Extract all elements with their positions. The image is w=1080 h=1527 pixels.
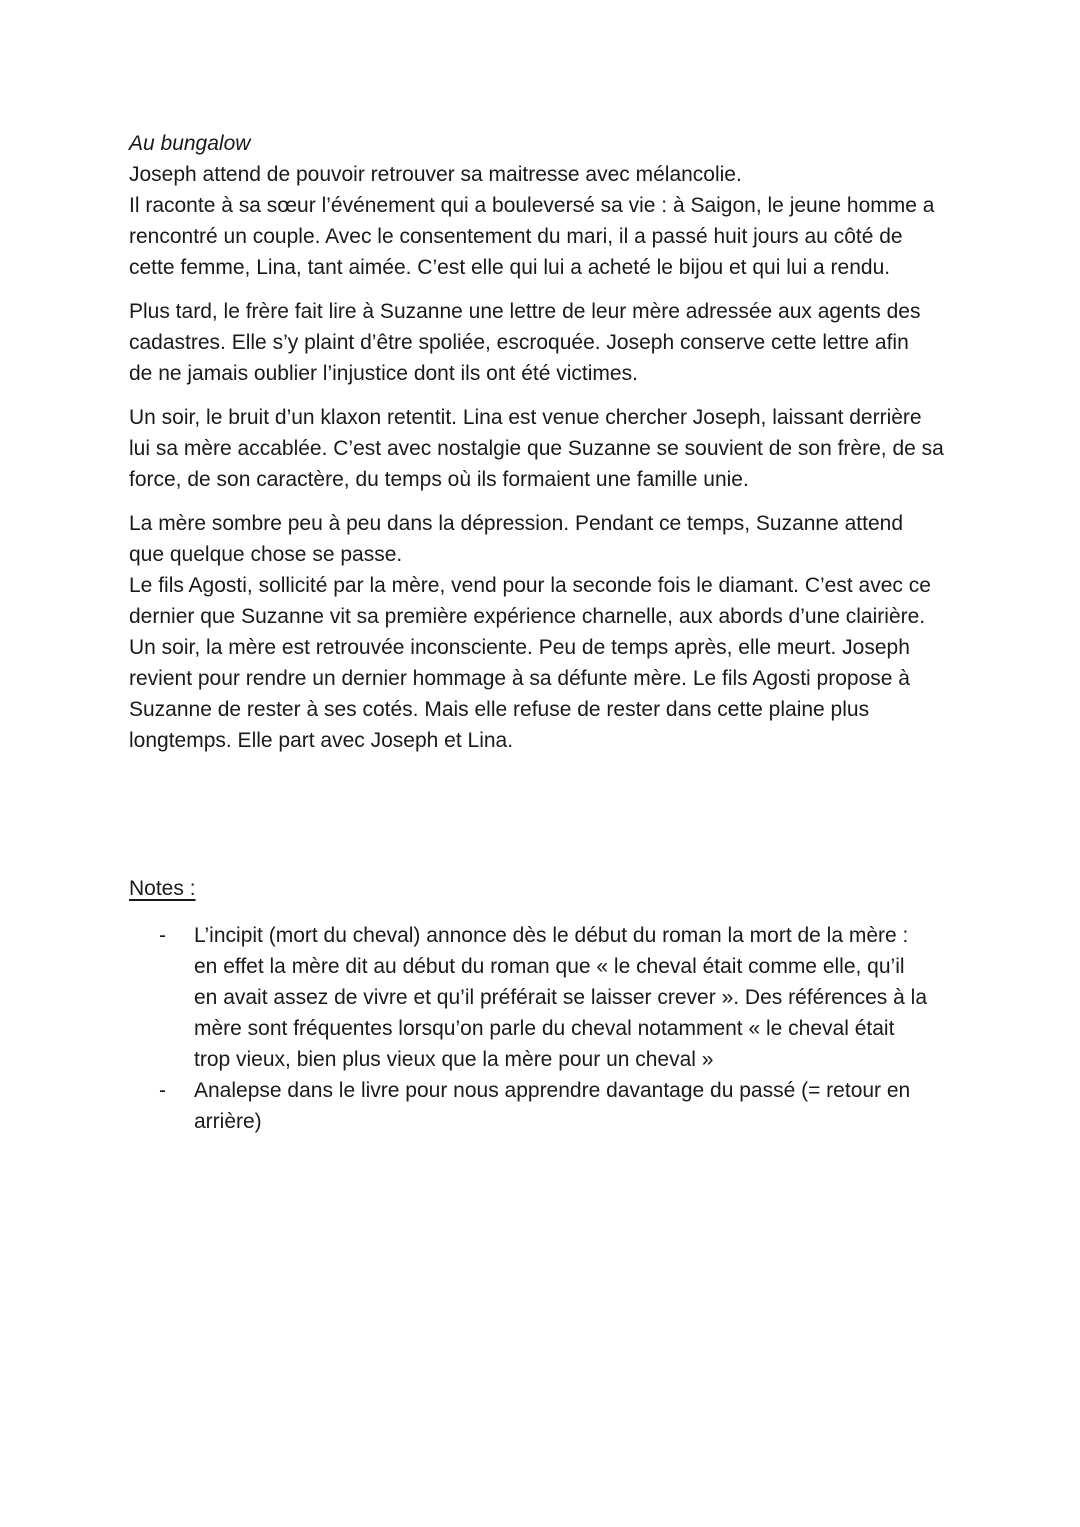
section-title: Au bungalow <box>129 132 251 155</box>
text-line: La mère sombre peu à peu dans la dépression. Pendant ce temps, Suzanne attend <box>129 512 904 535</box>
text-line: longtemps. Elle part avec Joseph et Lina. <box>129 729 514 752</box>
notes-heading: Notes : <box>129 877 196 900</box>
text-line: mère sont fréquentes lorsqu’on parle du cheval notamment « le cheval était <box>194 1017 895 1040</box>
text-line: revient pour rendre un dernier hommage à sa défunte mère. Le fils Agosti propose à <box>129 667 910 690</box>
text-line: Un soir, le bruit d’un klaxon retentit. Lina est venue chercher Joseph, laissant derrière <box>129 406 922 429</box>
text-line: dernier que Suzanne vit sa première expérience charnelle, aux abords d’une clairière. <box>129 605 926 628</box>
text-line: en avait assez de vivre et qu’il préférait se laisser crever ». Des références à la <box>194 986 928 1009</box>
text-line: cadastres. Elle s’y plaint d’être spoliée, escroquée. Joseph conserve cette lettre afin <box>129 331 909 354</box>
text-line: de ne jamais oublier l’injustice dont ils ont été victimes. <box>129 362 638 385</box>
text-line: Plus tard, le frère fait lire à Suzanne une lettre de leur mère adressée aux agents des <box>129 300 921 323</box>
note-item <box>129 1075 959 1137</box>
bullet-dash: - <box>159 1079 166 1102</box>
summary-body <box>129 128 959 769</box>
paragraph <box>129 402 959 495</box>
text-line: que quelque chose se passe. <box>129 543 403 566</box>
text-line: rencontré un couple. Avec le consentement du mari, il a passé huit jours au côté de <box>129 225 903 248</box>
text-line: arrière) <box>194 1110 262 1133</box>
text-line: Il raconte à sa sœur l’événement qui a bouleversé sa vie : à Saigon, le jeune homme a <box>129 194 935 217</box>
text-line: trop vieux, bien plus vieux que la mère pour un cheval » <box>194 1048 714 1071</box>
paragraph <box>129 508 959 756</box>
text-line: Le fils Agosti, sollicité par la mère, vend pour la seconde fois le diamant. C’est avec ce <box>129 574 931 597</box>
bullet-dash: - <box>159 924 166 947</box>
text-line: en effet la mère dit au début du roman que « le cheval était comme elle, qu’il <box>194 955 905 978</box>
text-line: cette femme, Lina, tant aimée. C’est elle qui lui a acheté le bijou et qui lui a rendu. <box>129 256 891 279</box>
text-line: force, de son caractère, du temps où ils formaient une famille unie. <box>129 468 749 491</box>
text-line: L’incipit (mort du cheval) annonce dès le début du roman la mort de la mère : <box>194 924 909 947</box>
note-item <box>129 920 959 1075</box>
paragraph <box>129 296 959 389</box>
text-line: Un soir, la mère est retrouvée inconsciente. Peu de temps après, elle meurt. Joseph <box>129 636 910 659</box>
text-line: Joseph attend de pouvoir retrouver sa maitresse avec mélancolie. <box>129 163 742 186</box>
paragraph <box>129 159 959 283</box>
text-line: lui sa mère accablée. C’est avec nostalgie que Suzanne se souvient de son frère, de sa <box>129 437 944 460</box>
text-line: Suzanne de rester à ses cotés. Mais elle refuse de rester dans cette plaine plus <box>129 698 870 721</box>
notes-list <box>129 920 959 1137</box>
text-line: Analepse dans le livre pour nous apprendre davantage du passé (= retour en <box>194 1079 911 1102</box>
